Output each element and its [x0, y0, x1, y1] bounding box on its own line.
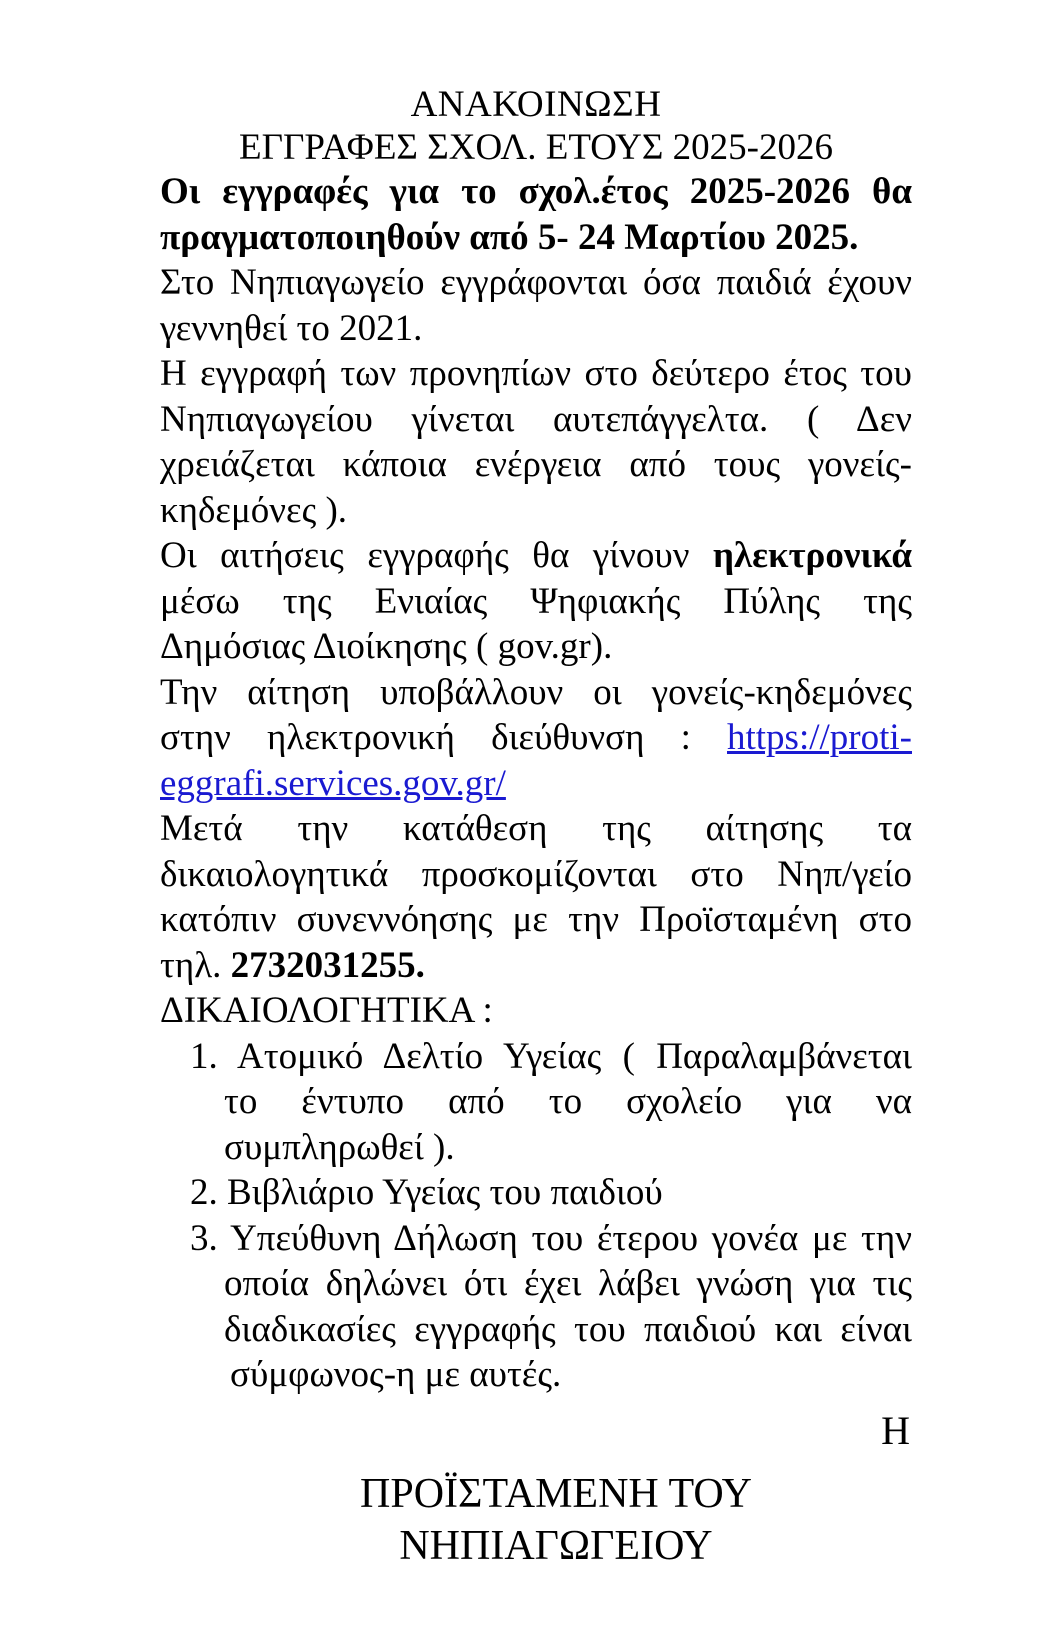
- text-line: [160, 806, 912, 852]
- text-line: [160, 852, 912, 898]
- text-segment: Οι αιτήσεις εγγραφής θα γίνουν: [160, 535, 713, 576]
- document-content: [160, 84, 912, 1572]
- text-line: [160, 1034, 912, 1080]
- text-line: [160, 988, 912, 1034]
- text-segment: δικαιολογητικά προσκομίζονται στο Νηπ/γείο: [160, 853, 912, 895]
- text-segment: Νηπιαγωγείου γίνεται αυτεπάγγελτα. ( Δεν: [160, 398, 912, 440]
- text-segment: 3. Υπεύθυνη Δήλωση του έτερου γονέα με την: [190, 1217, 912, 1259]
- text-segment: τηλ.: [160, 944, 231, 986]
- text-line: [160, 351, 912, 397]
- text-line: [160, 1261, 912, 1307]
- text-segment: χρειάζεται κάποια ενέργεια από τους γονείς-: [160, 444, 912, 485]
- text-segment: οποία δηλώνει ότι έχει λάβει γνώση για τις: [224, 1263, 912, 1304]
- text-line: [160, 1170, 912, 1216]
- text-line: [160, 761, 912, 807]
- text-line: [160, 1216, 912, 1262]
- text-line: [160, 488, 912, 534]
- document-title: ΑΝΑΚΟΙΝΩΣΗ: [410, 84, 662, 125]
- text-segment: ΔΙΚΑΙΟΛΟΓΗΤΙΚΑ :: [160, 990, 493, 1031]
- registration-link[interactable]: eggrafi.services.gov.gr/: [160, 762, 506, 804]
- emphasized-text: 2732031255.: [230, 944, 425, 986]
- text-line: [160, 397, 912, 443]
- emphasized-text: ηλεκτρονικά: [712, 535, 912, 576]
- text-segment: στην ηλεκτρονική διεύθυνση :: [160, 717, 727, 758]
- text-segment: κατόπιν συνεννόησης με την Προϊσταμένη στο: [160, 899, 912, 940]
- document-body: [160, 169, 912, 1398]
- text-segment: το έντυπο από το σχολείο για να: [224, 1081, 912, 1122]
- text-line: [160, 1307, 912, 1353]
- text-segment: Η εγγραφή των προνηπίων στο δεύτερο έτος του: [160, 353, 912, 394]
- emphasized-text: πραγματοποιηθούν από 5- 24 Μαρτίου 2025.: [160, 216, 859, 258]
- text-line: [160, 215, 912, 261]
- text-line: [160, 1079, 912, 1125]
- text-line: [160, 579, 912, 625]
- text-line: [160, 943, 912, 989]
- text-segment: σύμφωνος-η με αυτές.: [230, 1354, 562, 1395]
- text-line: [160, 533, 912, 579]
- text-line: [160, 169, 912, 215]
- text-segment: Στο Νηπιαγωγείο εγγράφονται όσα παιδιά έχουν: [160, 262, 912, 303]
- text-line: [160, 442, 912, 488]
- text-line: [160, 1125, 912, 1171]
- text-segment: γεννηθεί το 2021.: [160, 307, 423, 349]
- text-segment: Δημόσιας Διοίκησης ( gov.gr).: [160, 626, 613, 667]
- text-segment: συμπληρωθεί ).: [224, 1126, 455, 1168]
- registration-link[interactable]: https://proti-: [727, 717, 912, 758]
- text-segment: Μετά την κατάθεση της αίτησης τα: [160, 808, 912, 849]
- text-segment: διαδικασίες εγγραφής του παιδιού και είναι: [224, 1308, 912, 1350]
- text-line: [160, 1352, 912, 1398]
- text-segment: Την αίτηση υποβάλλουν οι γονείς-κηδεμόνες: [160, 671, 912, 713]
- text-segment: 1. Ατομικό Δελτίο Υγείας ( Παραλαμβάνεται: [190, 1035, 912, 1077]
- document-subtitle: ΕΓΓΡΑΦΕΣ ΣΧΟΛ. ΕΤΟΥΣ 2025-2026: [238, 127, 833, 168]
- signature-article: Η: [881, 1407, 910, 1453]
- text-line: [160, 306, 912, 352]
- text-segment: μέσω της Ενιαίας Ψηφιακής Πύλης της: [160, 580, 912, 622]
- text-line: [160, 897, 912, 943]
- text-line: [160, 715, 912, 761]
- text-line: [160, 624, 912, 670]
- text-segment: κηδεμόνες ).: [160, 489, 348, 531]
- text-segment: 2. Βιβλιάριο Υγείας του παιδιού: [190, 1172, 663, 1213]
- text-line: [160, 670, 912, 716]
- text-line: [160, 260, 912, 306]
- signature-role: ΠΡΟΪΣΤΑΜΕΝΗ ΤΟΥ ΝΗΠΙΑΓΩΓΕΙΟΥ: [360, 1470, 752, 1569]
- emphasized-text: Οι εγγραφές για το σχολ.έτος 2025-2026 θα: [160, 171, 912, 212]
